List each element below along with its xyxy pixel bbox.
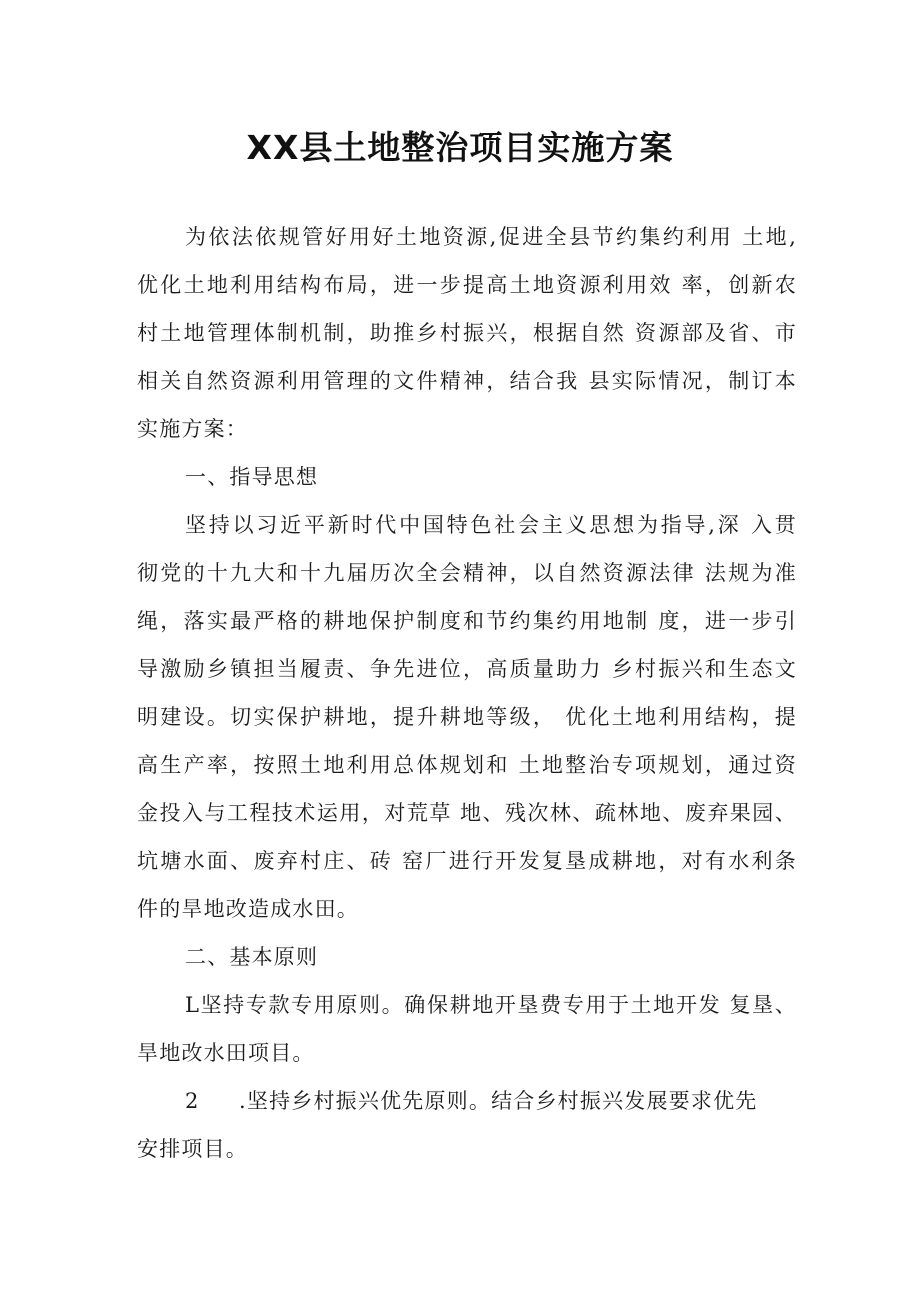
paragraph-line: 高生产率，按照土地利用总体规划和 土地整治专项规划，通过资 — [137, 753, 797, 777]
paragraph-line: 件的旱地改造成水田。 — [137, 897, 359, 921]
paragraph-line: 坑塘水面、废弃村庄、砖 窑厂进行开发复垦成耕地，对有水利条 — [137, 849, 797, 873]
item-text: .坚持乡村振兴优先原则。结合乡村振兴发展要求优先 — [239, 1089, 758, 1113]
paragraph-line — [185, 1086, 797, 1116]
paragraph-line: 彻党的十九大和十九届历次全会精神，以自然资源法律 法规为准 — [137, 561, 797, 585]
paragraph-line: 为依法依规管好用好土地资源,促进全县节约集约利用 土地, — [185, 225, 797, 249]
paragraph-line: 相关自然资源利用管理的文件精神，结合我 县实际情况，制订本 — [137, 369, 797, 393]
paragraph-line: 金投入与工程技术运用，对荒草 地、残次林、疏林地、废弃果园、 — [137, 801, 797, 825]
item-number: 2 — [185, 1089, 200, 1113]
document-title: XX县土地整治项目实施方案 — [246, 128, 674, 167]
paragraph-line: 村土地管理体制机制，助推乡村振兴，根据自然 资源部及省、市 — [137, 321, 797, 345]
paragraph-line: 安排项目。 — [137, 1137, 248, 1161]
paragraph-line: 坚持以习近平新时代中国特色社会主义思想为指导,深 入贯 — [185, 513, 797, 537]
paragraph-line: 实施方案： — [137, 417, 248, 441]
section-heading: 一、指导思想 — [185, 465, 319, 489]
paragraph-line: 明建设。切实保护耕地，提升耕地等级， 优化土地利用结构，提 — [137, 705, 797, 729]
paragraph-line: 旱地改水田项目。 — [137, 1041, 315, 1065]
paragraph-line: L坚持专款专用原则。确保耕地开垦费专用于土地开发 复垦、 — [185, 993, 797, 1017]
paragraph-line: 优化土地利用结构布局，进一步提高土地资源利用效 率，创新农 — [137, 273, 797, 297]
paragraph-line: 导激励乡镇担当履责、争先进位，高质量助力 乡村振兴和生态文 — [137, 657, 797, 681]
section-heading: 二、基本原则 — [185, 945, 319, 969]
paragraph-line: 绳，落实最严格的耕地保护制度和节约集约用地制 度，进一步引 — [137, 609, 797, 633]
